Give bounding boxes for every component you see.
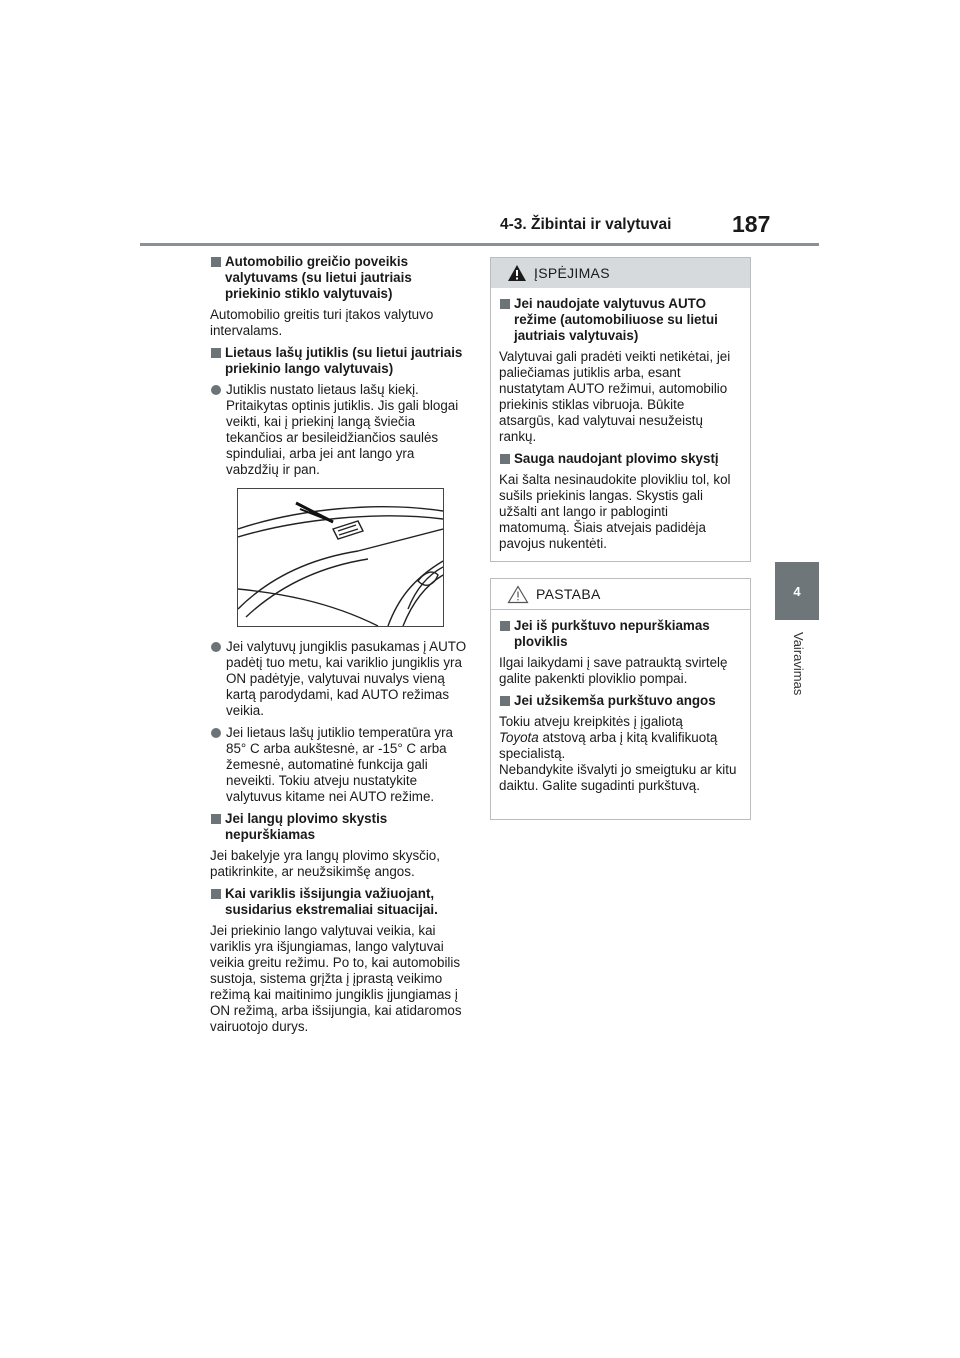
- section-heading: Automobilio greičio poveikis valytuvams (su lietui jautriais priekinio stiklo valytuvais): [210, 254, 468, 302]
- caution-triangle-outline-icon: [507, 585, 529, 604]
- chapter-tab: 4: [775, 562, 819, 620]
- left-column: [210, 254, 468, 1041]
- square-bullet-icon: [500, 454, 510, 464]
- rain-sensor-illustration: [237, 488, 444, 627]
- warning-text: Valytuvai gali pradėti veikti netikėtai, jei paliečiamas jutiklis arba, esant nustatytam AUTO režimui, automobilio priekinis stiklas vibruoja. Būkite atsargūs, kad valytuvai nesužeistų rankų.: [499, 349, 731, 444]
- warning-triangle-icon: [507, 264, 527, 282]
- square-bullet-icon: [211, 814, 221, 824]
- warning-header: ĮSPĖJIMAS: [491, 258, 750, 288]
- square-bullet-icon: [500, 696, 510, 706]
- square-bullet-icon: [211, 889, 221, 899]
- note-text: Tokiu atveju kreipkitės į įgaliotą Toyota atstovą arba į kitą kvalifikuotą specialistą.: [499, 714, 718, 761]
- note-text: Nebandykite išvalyti jo smeigtuku ar kitu daiktu. Galite sugadinti purkštuvą.: [499, 762, 737, 793]
- paragraph: Jei bakelyje yra langų plovimo skysčio, patikrinkite, ar neužsikimšę angos.: [210, 848, 440, 879]
- note-header: PASTABA: [491, 579, 750, 610]
- square-bullet-icon: [211, 257, 221, 267]
- section-heading: Jei langų plovimo skystis nepurškiamas: [210, 811, 468, 843]
- section-heading: Kai variklis išsijungia važiuojant, susidarius ekstremaliai situacijai.: [210, 886, 468, 918]
- paragraph: Jei priekinio lango valytuvai veikia, kai variklis yra išjungiamas, lango valytuvai veikia greitu režimu. Po to, kai automobilis sustoja, sistema grįžta į įprastą veikimo režimą kai maitinimo jungiklis įjungiamas į ON režimą, arba išsijungia, kai atidaromos vairuotojo durys.: [210, 923, 462, 1034]
- note-heading: Jei užsikemša purkštuvo angos: [499, 693, 742, 709]
- note-text: Ilgai laikydami į save patrauktą svirtelę galite pakenkti plovikliо pompai.: [499, 655, 728, 686]
- warning-text: Kai šalta nesinaudokite plovikliu tol, kol sušils priekinis langas. Skystis gali užšalti ant lango ir pabloginti matomumą. Šiais atvejais padidėja pavojus nukentėti.: [499, 472, 731, 551]
- bullet-item: Jutiklis nustato lietaus lašų kiekį. Pritaikytas optinis jutiklis. Jis gali blogai veikti, kai į priekinį langą šviečia tekančios ar besileidžiančios saulės spinduliai, arba jei ant lango yra vabzdžių ir pan.: [210, 382, 468, 478]
- windshield-sensor-icon: [238, 489, 443, 626]
- bullet-item: Jei valytuvų jungiklis pasukamas į AUTO padėtį tuo metu, kai variklio jungiklis yra ON padėtyje, valytuvai nuvalys vieną kartą parodydami, kad AUTO režimas veikia.: [210, 639, 468, 719]
- warning-box: [490, 257, 751, 562]
- square-bullet-icon: [500, 621, 510, 631]
- round-bullet-icon: [211, 728, 221, 738]
- note-heading: Jei iš purkštuvo nepurškiamas ploviklis: [499, 618, 742, 650]
- section-title: 4-3. Žibintai ir valytuvai: [500, 216, 672, 233]
- round-bullet-icon: [211, 385, 221, 395]
- square-bullet-icon: [500, 299, 510, 309]
- page-number: 187: [732, 211, 771, 237]
- chapter-label: Vairavimas: [791, 632, 806, 696]
- paragraph: Automobilio greitis turi įtakos valytuvo intervalams.: [210, 307, 434, 338]
- warning-heading: Jei naudojate valytuvus AUTO režime (automobiliuose su lietui jautriais valytuvais): [499, 296, 742, 344]
- section-heading: Lietaus lašų jutiklis (su lietui jautriais priekinio lango valytuvais): [210, 345, 468, 377]
- bullet-item: Jei lietaus lašų jutiklio temperatūra yra 85° C arba aukštesnė, ar -15° C arba žemesnė, automatinė funkcija gali neveikti. Tokiu atveju nustatykite valytuvus kitame nei AUTO režime.: [210, 725, 468, 805]
- note-box: [490, 578, 751, 820]
- square-bullet-icon: [211, 348, 221, 358]
- round-bullet-icon: [211, 642, 221, 652]
- header-divider: [140, 243, 819, 246]
- warning-heading: Sauga naudojant plovimo skystį: [499, 451, 742, 467]
